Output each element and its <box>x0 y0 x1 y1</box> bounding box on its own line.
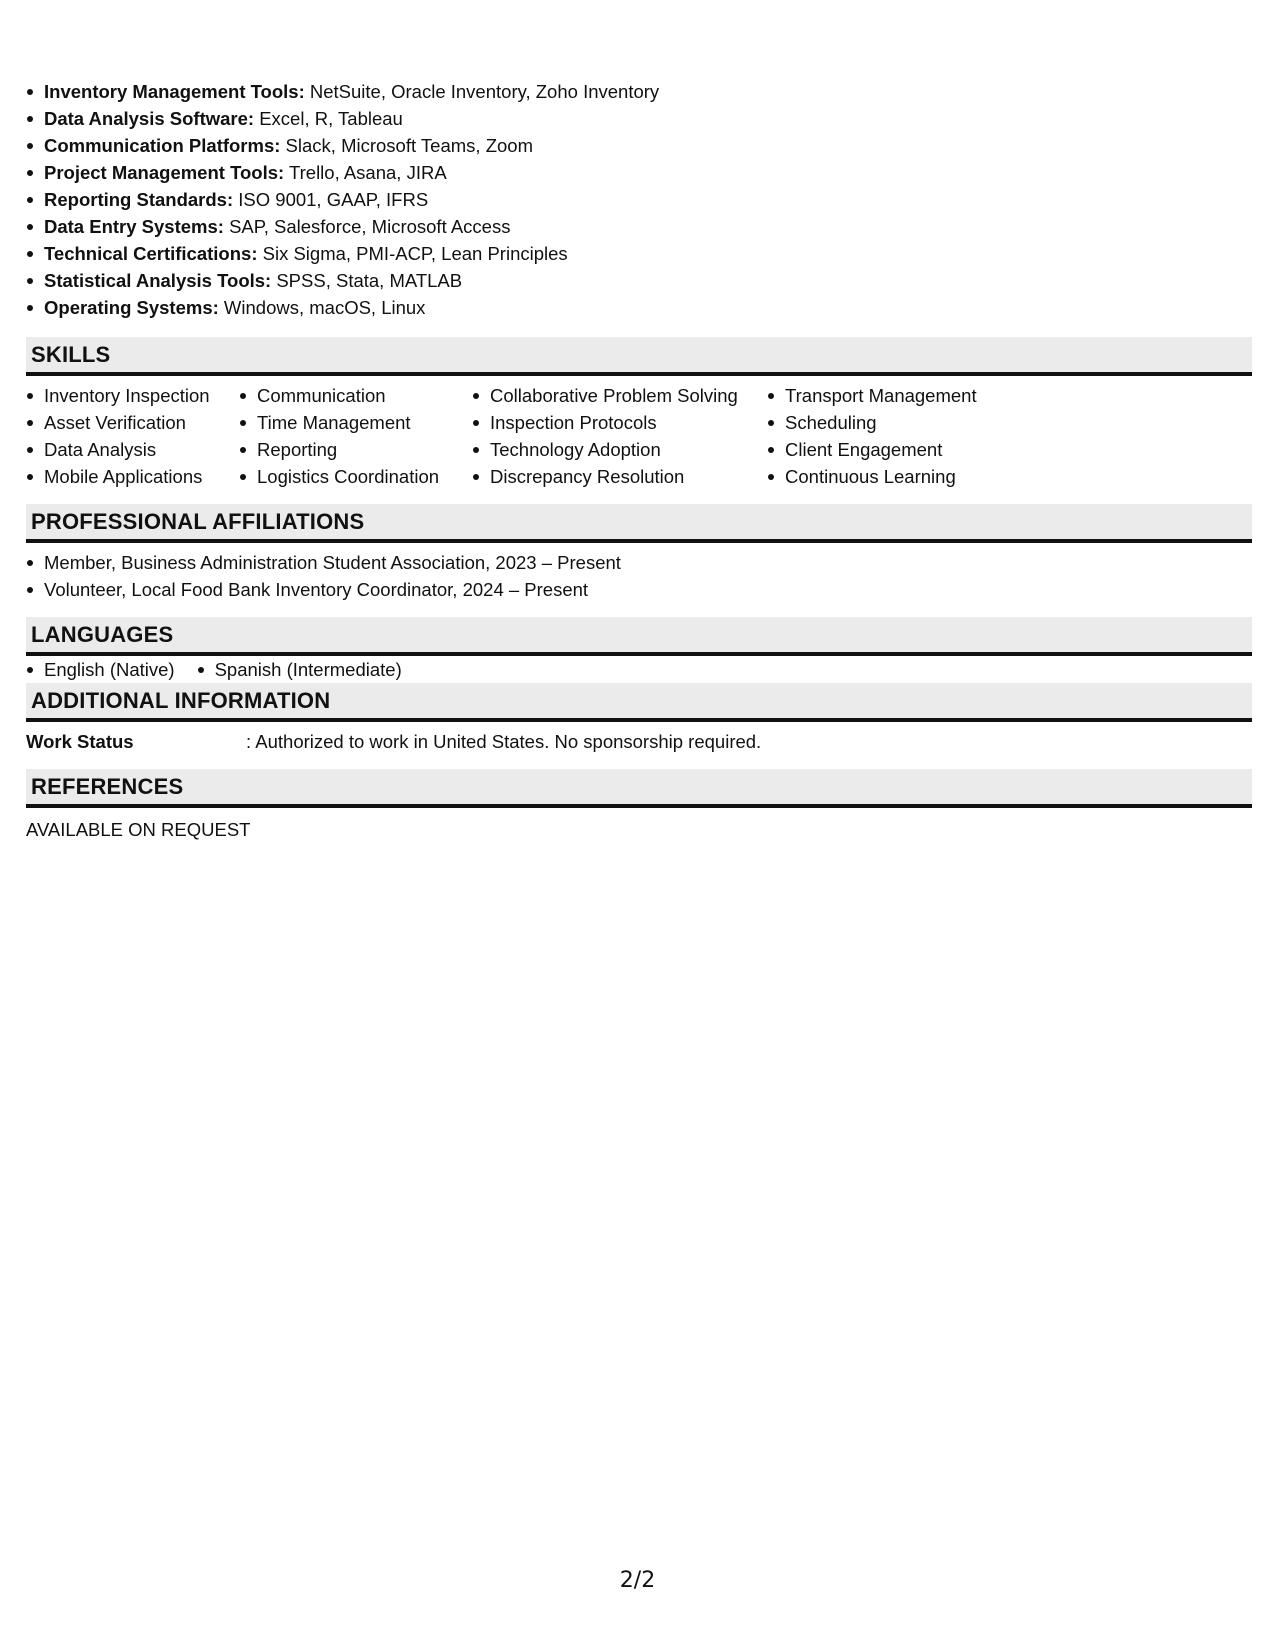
skill-item: Scheduling <box>767 409 1067 436</box>
tool-category: Technical Certifications: <box>44 243 258 264</box>
list-item <box>26 294 1252 321</box>
affiliation-item: Volunteer, Local Food Bank Inventory Coordinator, 2024 – Present <box>26 576 1252 603</box>
skills-grid <box>26 382 1252 490</box>
list-item <box>26 267 1252 294</box>
work-status-label: Work Status <box>26 731 134 752</box>
skill-item: Asset Verification <box>26 409 239 436</box>
skill-item: Discrepancy Resolution <box>472 463 767 490</box>
tool-values: SPSS, Stata, MATLAB <box>271 270 463 291</box>
tool-values: ISO 9001, GAAP, IFRS <box>233 189 429 210</box>
affiliation-item: Member, Business Administration Student Association, 2023 – Present <box>26 549 1252 576</box>
skill-item: Technology Adoption <box>472 436 767 463</box>
tool-category: Project Management Tools: <box>44 162 285 183</box>
tool-category: Communication Platforms: <box>44 135 281 156</box>
skill-item: Inventory Inspection <box>26 382 239 409</box>
additional-info-heading: ADDITIONAL INFORMATION <box>26 683 1252 722</box>
tool-values: Excel, R, Tableau <box>254 108 403 129</box>
page-number: 2/2 <box>619 1568 656 1593</box>
tool-values: NetSuite, Oracle Inventory, Zoho Inventory <box>304 81 660 102</box>
resume-page <box>26 78 1252 843</box>
tool-values: Slack, Microsoft Teams, Zoom <box>280 135 533 156</box>
list-item <box>26 132 1252 159</box>
skill-item: Collaborative Problem Solving <box>472 382 767 409</box>
tool-category: Inventory Management Tools: <box>44 81 305 102</box>
skill-item: Data Analysis <box>26 436 239 463</box>
skills-column <box>239 382 472 490</box>
skill-item: Communication <box>239 382 472 409</box>
tools-list <box>26 78 1252 321</box>
work-status-row <box>26 728 1252 755</box>
references-heading: REFERENCES <box>26 769 1252 808</box>
skills-column <box>767 382 1067 490</box>
tool-category: Data Entry Systems: <box>44 216 224 237</box>
skill-item: Transport Management <box>767 382 1067 409</box>
tool-category: Data Analysis Software: <box>44 108 255 129</box>
tool-values: Windows, macOS, Linux <box>218 297 426 318</box>
tool-category: Operating Systems: <box>44 297 219 318</box>
skill-item: Continuous Learning <box>767 463 1067 490</box>
affiliations-heading: PROFESSIONAL AFFILIATIONS <box>26 504 1252 543</box>
list-item <box>26 105 1252 132</box>
skills-heading: SKILLS <box>26 337 1252 376</box>
skill-item: Reporting <box>239 436 472 463</box>
language-item: Spanish (Intermediate) <box>197 656 402 683</box>
list-item <box>26 240 1252 267</box>
skill-item: Client Engagement <box>767 436 1067 463</box>
skill-item: Time Management <box>239 409 472 436</box>
languages-heading: LANGUAGES <box>26 617 1252 656</box>
language-item: English (Native) <box>26 656 175 683</box>
list-item <box>26 78 1252 105</box>
languages-list <box>26 656 1252 683</box>
skill-item: Logistics Coordination <box>239 463 472 490</box>
list-item <box>26 186 1252 213</box>
skill-item: Mobile Applications <box>26 463 239 490</box>
list-item <box>26 159 1252 186</box>
tool-values: Trello, Asana, JIRA <box>284 162 447 183</box>
list-item <box>26 213 1252 240</box>
affiliations-list <box>26 549 1252 603</box>
tool-category: Reporting Standards: <box>44 189 234 210</box>
skill-item: Inspection Protocols <box>472 409 767 436</box>
tool-category: Statistical Analysis Tools: <box>44 270 272 291</box>
skills-column <box>26 382 239 490</box>
skills-column <box>472 382 767 490</box>
tool-values: Six Sigma, PMI-ACP, Lean Principles <box>257 243 568 264</box>
tool-values: SAP, Salesforce, Microsoft Access <box>223 216 511 237</box>
work-status-value: : Authorized to work in United States. No sponsorship required. <box>246 731 762 752</box>
references-text: AVAILABLE ON REQUEST <box>26 819 251 840</box>
